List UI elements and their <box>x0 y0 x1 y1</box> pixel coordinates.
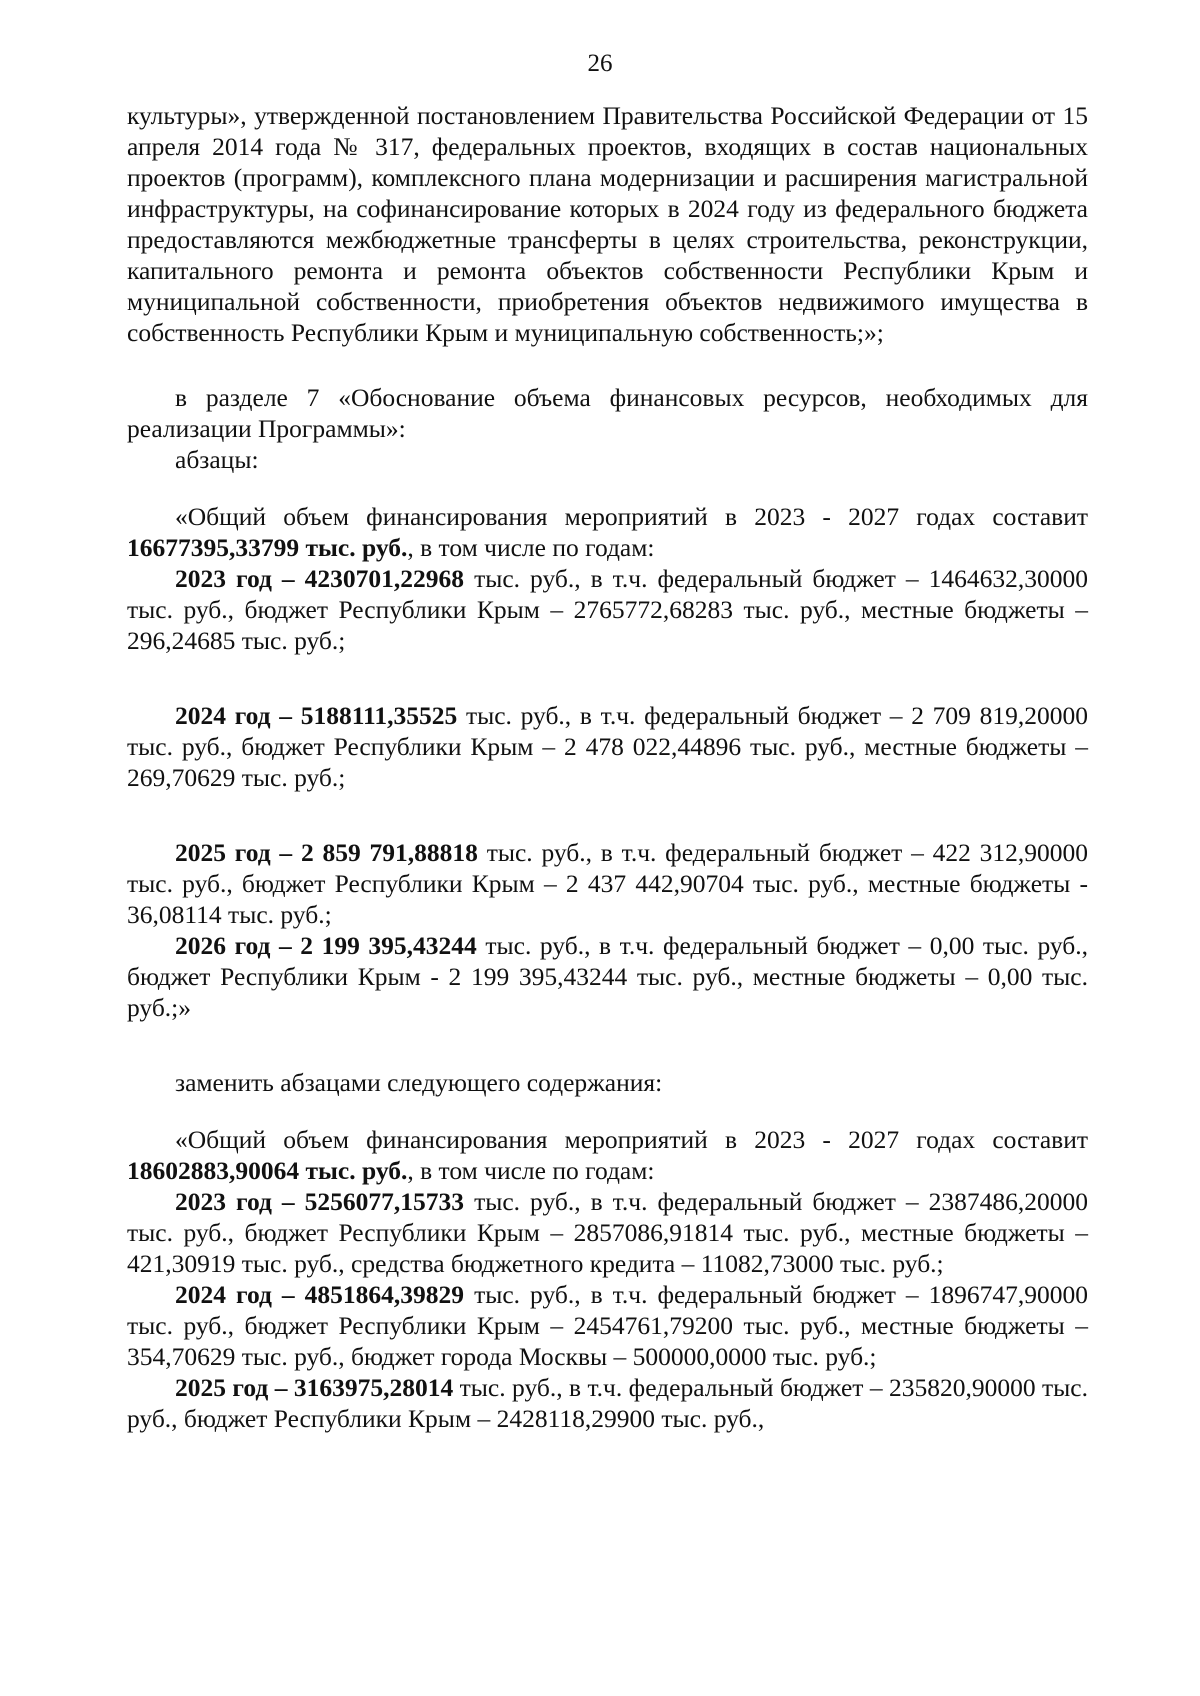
document-body <box>127 100 1088 1434</box>
section-intro: в разделе 7 «Обоснование объема финансовых ресурсов, необходимых для реализации Программы»: <box>127 383 1088 443</box>
intro-paragraph: культуры», утвержденной постановлением Правительства Российской Федерации от 15 апреля 2014 года № 317, федеральных проектов, входящих в состав национальных проектов (программ), комплексного плана модернизации и расширения магистральной инфраструктуры, на софинансирование которых в 2024 году из федерального бюджета предоставляются межбюджетные трансферты в целях строительства, реконструкции, капитального ремонта и ремонта объектов собственности Республики Крым и муниципальной собственности, приобретения объектов недвижимого имущества в собственность Республики Крым и муниципальную собственность;»; <box>127 101 1088 347</box>
new-total-paragraph: «Общий объем финансирования мероприятий в 2023 - 2027 годах составит 18602883,90064 тыс. руб., в том числе по годам: <box>127 1125 1088 1185</box>
old-year-2024: 2024 год – 5188111,35525 тыс. руб., в т.ч. федеральный бюджет – 2 709 819,20000 тыс. руб., бюджет Республики Крым – 2 478 022,44896 тыс. руб., местные бюджеты – 269,70629 тыс. руб.; <box>127 701 1089 792</box>
new-total-amount: 18602883,90064 тыс. руб. <box>127 1156 408 1185</box>
new-year-2024: 2024 год – 4851864,39829 тыс. руб., в т.ч. федеральный бюджет – 1896747,90000 тыс. руб., бюджет Республики Крым – 2454761,79200 тыс. руб., местные бюджеты – 354,70629 тыс. руб., бюджет города Москвы – 500000,0000 тыс. руб.; <box>127 1280 1088 1371</box>
replace-intro: заменить абзацами следующего содержания: <box>175 1068 663 1097</box>
paragraphs-label: абзацы: <box>175 445 259 474</box>
old-year-2023: 2023 год – 4230701,22968 тыс. руб., в т.ч. федеральный бюджет – 1464632,30000 тыс. руб., бюджет Республики Крым – 2765772,68283 тыс. руб., местные бюджеты – 296,24685 тыс. руб.; <box>127 564 1088 655</box>
page-number: 26 <box>587 50 613 77</box>
old-year-2026: 2026 год – 2 199 395,43244 тыс. руб., в т.ч. федеральный бюджет – 0,00 тыс. руб., бюджет Республики Крым - 2 199 395,43244 тыс. руб., местные бюджеты – 0,00 тыс. руб.;» <box>127 931 1088 1022</box>
old-year-2025: 2025 год – 2 859 791,88818 тыс. руб., в т.ч. федеральный бюджет – 422 312,90000 тыс. руб., бюджет Республики Крым – 2 437 442,90704 тыс. руб., местные бюджеты - 36,08114 тыс. руб.; <box>127 838 1089 929</box>
old-total-amount: 16677395,33799 тыс. руб. <box>127 533 408 562</box>
new-year-2023: 2023 год – 5256077,15733 тыс. руб., в т.ч. федеральный бюджет – 2387486,20000 тыс. руб., бюджет Республики Крым – 2857086,91814 тыс. руб., местные бюджеты – 421,30919 тыс. руб., средства бюджетного кредита – 11082,73000 тыс. руб.; <box>127 1187 1088 1278</box>
old-total-paragraph: «Общий объем финансирования мероприятий в 2023 - 2027 годах составит 16677395,33799 тыс. руб., в том числе по годам: <box>127 502 1088 562</box>
new-year-2025: 2025 год – 3163975,28014 тыс. руб., в т.ч. федеральный бюджет – 235820,90000 тыс. руб., бюджет Республики Крым – 2428118,29900 тыс. руб., <box>127 1373 1088 1433</box>
